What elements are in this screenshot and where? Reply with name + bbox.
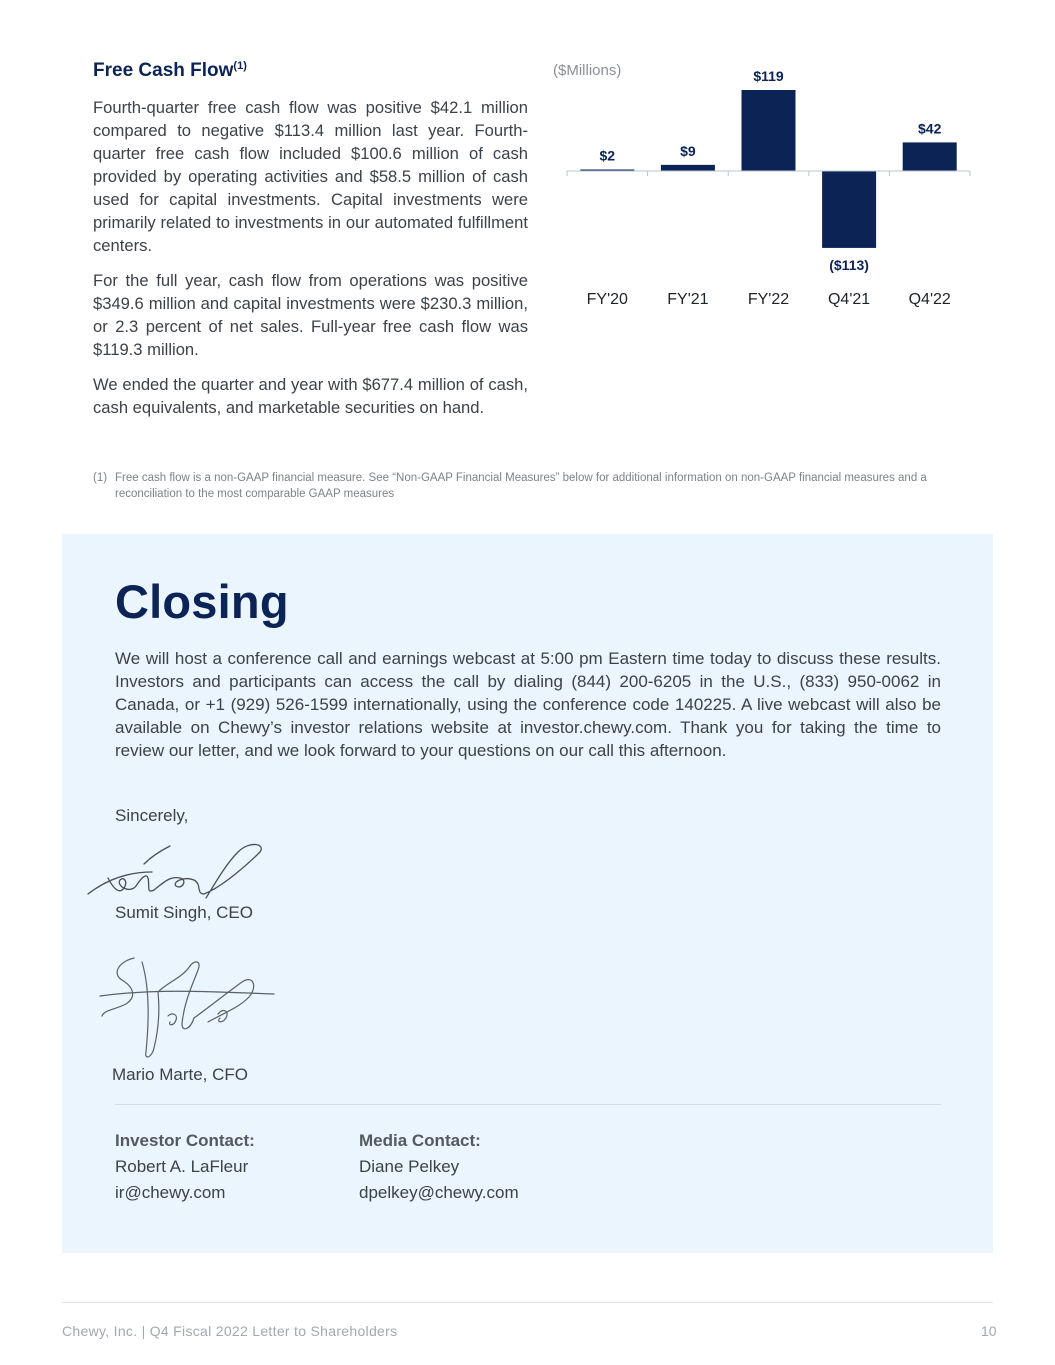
page-footer: Chewy, Inc. | Q4 Fiscal 2022 Letter to Shareholders — [62, 1323, 398, 1339]
bar-fy21 — [661, 165, 715, 171]
x-tick-label: Q4'22 — [908, 291, 951, 308]
bar-q421 — [822, 171, 876, 248]
fcf-paragraph-1: Fourth-quarter free cash flow was positive $42.1 million compared to negative $113.4 million last year. Fourth-quarter free cash flow included $100.6 million of cash provided by operating activities and $58.5 million of cash used for capital investments. Capital investments were primarily related to investments in our automated fulfillment centers. — [93, 98, 528, 255]
fcf-paragraph-2: For the full year, cash flow from operations was positive $349.6 million and capital investments were $230.3 million, or 2.3 percent of net sales. Full-year free cash flow was $119.3 million. — [93, 271, 528, 359]
free-cash-flow-text — [93, 96, 528, 431]
media-contact-name: Diane Pelkey — [359, 1157, 460, 1176]
media-contact — [359, 1128, 519, 1206]
ceo-signature — [84, 842, 264, 904]
x-tick-label: FY'22 — [747, 291, 790, 308]
page-number: 10 — [981, 1323, 997, 1339]
x-tick-label: FY'20 — [586, 291, 628, 308]
chart-unit-label: ($Millions) — [553, 62, 622, 79]
media-contact-email[interactable]: dpelkey@chewy.com — [359, 1183, 519, 1202]
sign-off: Sincerely, — [115, 806, 189, 825]
bar-value-label: $9 — [680, 142, 696, 159]
closing-heading: Closing — [115, 575, 289, 628]
fcf-paragraph-3: We ended the quarter and year with $677.4 million of cash, cash equivalents, and marketable securities on hand. — [93, 375, 528, 417]
closing-panel — [62, 534, 993, 1253]
free-cash-flow-heading: Free Cash Flow$^{(1)}$ — [93, 60, 247, 81]
footnote-number: (1) — [93, 472, 108, 484]
x-tick-label: FY'21 — [667, 291, 709, 308]
cfo-name: Mario Marte, CFO — [112, 1065, 249, 1084]
closing-paragraph: We will host a conference call and earnings webcast at 5:00 pm Eastern time today to discuss these results. Investors and participants can access the call by dialing (844) 200-6205 in the U.S., (833) 950-0062 in Canada, or +1 (929) 526-1599 internationally, using the conference code 140225. A live webcast will also be available on Chewy’s investor relations website at investor.chewy.com. Thank you for taking the time to review our letter, and we look forward to your questions on our call this afternoon. — [115, 649, 941, 760]
investor-contact-name: Robert A. LaFleur — [115, 1157, 249, 1176]
contact-divider — [115, 1104, 941, 1105]
bar-q422 — [903, 142, 957, 171]
footnote — [93, 470, 953, 502]
investor-contact-email[interactable]: ir@chewy.com — [115, 1183, 226, 1202]
footnote-text: Free cash flow is a non-GAAP financial measure. See “Non-GAAP Financial Measures” below for additional information on non-GAAP financial measures and a reconciliation to the most comparable GAAP measures — [115, 472, 927, 500]
investor-contact — [115, 1128, 255, 1206]
bar-value-label: $42 — [918, 120, 942, 137]
ceo-name: Sumit Singh, CEO — [115, 903, 253, 922]
footer-rule — [62, 1302, 993, 1303]
cfo-signature — [98, 952, 278, 1062]
free-cash-flow-chart — [545, 55, 975, 315]
investor-contact-heading: Investor Contact: — [115, 1131, 255, 1150]
bar-fy22 — [742, 90, 796, 171]
media-contact-heading: Media Contact: — [359, 1131, 481, 1150]
footnote-marker: (1) — [233, 60, 247, 72]
x-tick-label: Q4'21 — [827, 291, 871, 308]
bar-value-label: $119 — [753, 68, 784, 84]
bar-value-label: ($113) — [829, 256, 869, 273]
bar-value-label: $2 — [599, 147, 616, 164]
